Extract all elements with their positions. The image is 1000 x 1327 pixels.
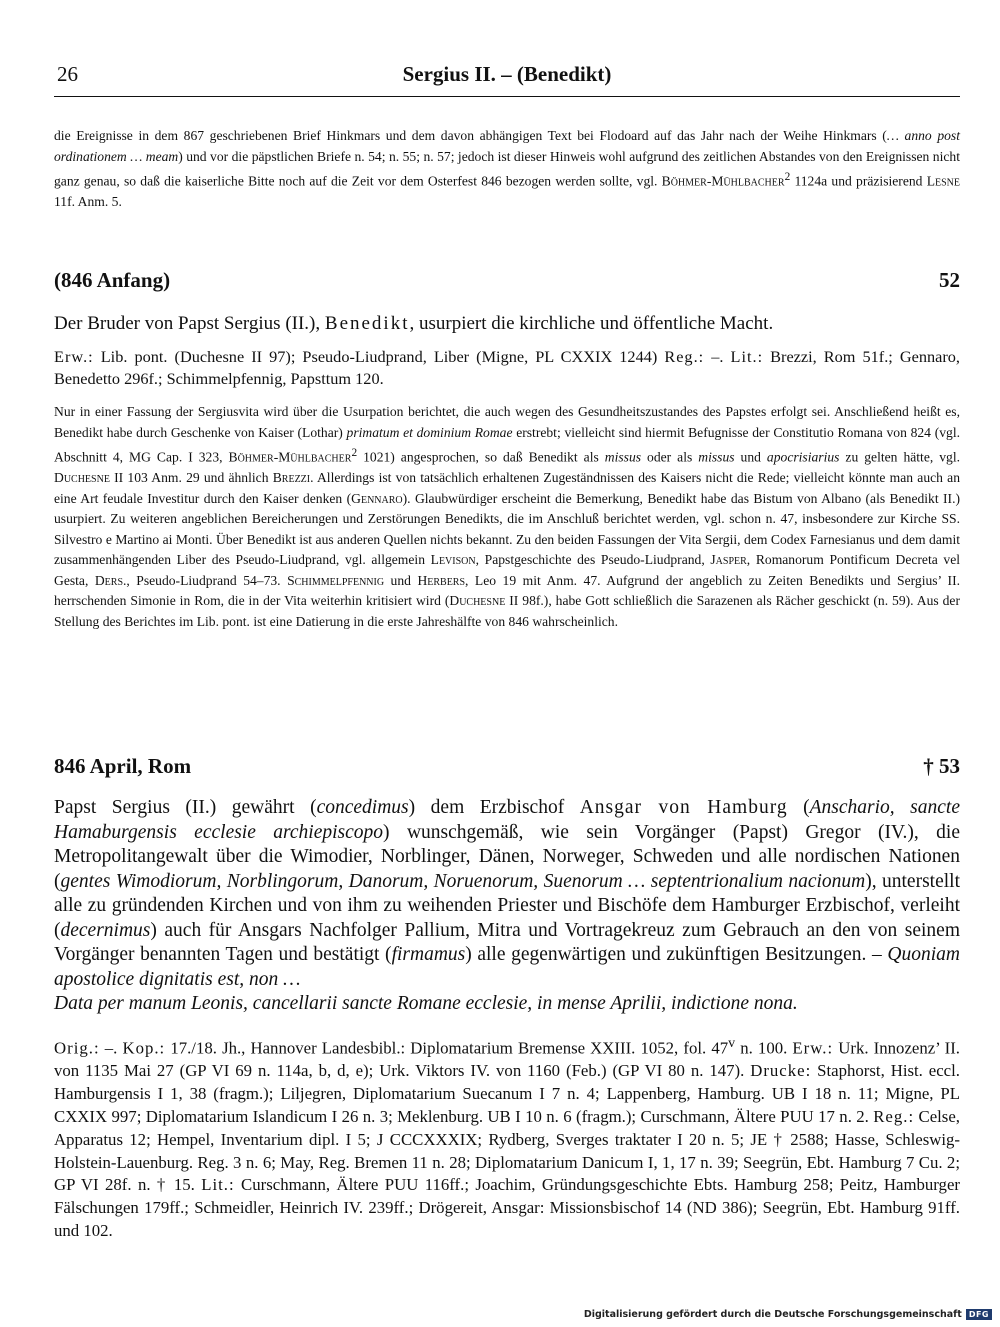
text-run: II 98f.), habe Gott schließlich die Sarazenen als Rächer geschickt (n. 59). Aus der Stellung des Berichtes im Lib. pont. ist eine Datierung in die erste Jahreshälfte von 846 wahrscheinlich. xyxy=(54,593,960,629)
text-run: ) auch für Ansgars Nachfolger Pallium, Mitra und Vortragekreuz zum Gebrauch an den von seinem Vorgänger benannten Tagen und bestätigt ( xyxy=(54,919,960,965)
text-run: ( xyxy=(787,797,810,818)
text-run: v xyxy=(728,1036,736,1051)
text-run: missus xyxy=(698,449,735,465)
text-run: Brezzi xyxy=(272,470,311,486)
text-run: , Romanorum Pontificum Decreta vel Gesta, xyxy=(54,552,961,588)
text-run: II 103 Anm. 29 und ähnlich xyxy=(109,470,273,486)
page-footer xyxy=(584,1309,992,1320)
text-run: Urk. Innozenz’ II. von 1135 Mai 27 (GP VI 69 n. 114a, b, d, e); Urk. Viktors IV. von 1160 (Feb.) (GP VI 80 n. 147). xyxy=(54,1038,961,1081)
page-number: 26 xyxy=(57,62,78,86)
entry-52-summary: Der Bruder von Papst Sergius (II.), Benedikt, usurpiert die kirchliche und öffentliche Macht. xyxy=(54,313,774,334)
entry-53-date: 846 April, Rom xyxy=(54,754,192,778)
person-name-benedikt: Benedikt xyxy=(324,313,410,334)
page-header xyxy=(54,62,960,97)
entry-53-summary-text xyxy=(54,796,960,992)
text-run: 17./18. Jh., Hannover Landesbibl.: Diplomatarium Bremense XXIII. 1052, fol. 47 xyxy=(165,1038,729,1058)
text-run: Quoniam apostolice dignitatis est, non … xyxy=(54,944,960,990)
entry-52-commentary xyxy=(54,402,960,632)
text-run: zu gelten hätte, vgl. xyxy=(839,449,961,465)
entry-53-datum-line: Data per manum Leonis, cancellarii sancte Romane ecclesie, in mense Aprilii, indictione nona. xyxy=(54,993,798,1014)
text-run: firmamus xyxy=(391,944,466,965)
text-run: 2 xyxy=(351,447,358,459)
text-run: ) dem Erzbischof xyxy=(408,797,580,818)
text-run: Duchesne xyxy=(54,470,110,486)
text-run: primatum et dominium Romae xyxy=(346,424,513,440)
entry-52-heading xyxy=(54,268,960,293)
text-run: Celse, Apparatus 12; Hempel, Inventarium dipl. I 5; J CCCXXXIX; Rydberg, Sverges traktater I 20 n. 5; JE † 2588; Hasse, Schleswig-Holstein-Lauenburg. Reg. 3 n. 6; May, Reg. Bremen 11 n. 28; Diplomatarium Danicum I, 1, 17 n. 39; Seegrün, Ebt. Hamburg 7 Cu. 2; GP VI 28f. n. † 15. xyxy=(54,1106,960,1195)
text-run: Ders. xyxy=(94,572,127,588)
dfg-logo: DFG xyxy=(966,1309,992,1320)
text-run: Ansgar von Hamburg xyxy=(579,797,788,818)
text-run: Herbers xyxy=(417,572,466,588)
text-run: decernimus xyxy=(60,919,151,941)
entry-52-commentary-text xyxy=(54,402,960,632)
text-run: , Leo 19 mit Anm. 47. Aufgrund der angeblich zu Zeiten Benedikts und Sergius’ II. herrschenden Simonie in Rom, die in der Vita weiterhin kritisiert wird ( xyxy=(54,572,961,609)
intro-note xyxy=(54,126,960,213)
text-run: Böhmer-Mühlbacher xyxy=(228,449,352,465)
text-run: ). Glaubwürdiger erscheint die Bemerkung, Benedikt habe das Bistum von Albano (als Benedikt II.) usurpiert. Zu weiteren angeblichen Bereicherungen und Zerstörungen Benedikts, die im Anschluß berichtet werden, vgl. schon n. 47, insbesondere zur Kirche SS. Silvestro e Martino ai Monti. Über Benedikt ist aus anderen Quellen nichts bekannt. Zu den beiden Fassungen der Vita Sergii, dem Codex Farnesianus und dem damit zusammenhängenden Liber des Pseudo-Liudprand, vgl. allgemein xyxy=(54,490,960,568)
text-run: Gennaro xyxy=(351,490,403,506)
text-run: ), unterstellt alle zu gründenden Kirchen und von ihm zu weihenden Priester und Bischöfe dem Hamburger Erzbischof, verleiht ( xyxy=(54,870,960,941)
footer-credit: Digitalisierung gefördert durch die Deutsche Forschungsgemeinschaft xyxy=(583,1309,962,1320)
text-run: . Allerdings ist von tatsächlich erhaltenen Zugeständnissen des Kaisers nicht die Rede; vielleicht könnte man auch an eine Art feudale Investitur durch den Kaiser denken ( xyxy=(54,470,960,506)
text-run: 1021) angesprochen, so daß Benedikt als xyxy=(357,449,605,465)
text-run: Curschmann, Ältere PUU 116ff.; Joachim, Gründungsgeschichte Ebts. Hamburg 258; Peitz, Hamburger Fälschungen 179ff.; Schmeidler, Heinrich IV. 239ff.; Drögereit, Ansgar: Missionsbischof 14 (ND 386); Seegrün, Ebt. Hamburg 91ff. und 102. xyxy=(54,1175,960,1240)
text-run: und xyxy=(734,449,767,465)
text-run: apocrisiarius xyxy=(766,449,840,465)
text-run: Papst Sergius (II.) gewährt ( xyxy=(54,797,317,818)
text-run: Kop.: xyxy=(122,1038,166,1058)
entry-53-apparatus xyxy=(54,1033,960,1243)
entry-52-date: (846 Anfang) xyxy=(54,268,171,292)
text-run: missus xyxy=(604,449,642,465)
text-run: Erw.: xyxy=(792,1038,834,1058)
entry-52-number: 52 xyxy=(939,268,960,292)
text-run: Lit.: xyxy=(201,1175,235,1195)
text-run: ) alle gegenwärtigen und zukünftigen Besitzungen. – xyxy=(465,944,888,965)
text-run: Drucke: xyxy=(750,1061,812,1081)
text-run: n. 100. xyxy=(735,1038,793,1058)
text-run: –. xyxy=(99,1038,123,1058)
text-run: , Pseudo-Liudprand 54–73. xyxy=(126,572,288,588)
entry-53-apparatus-text xyxy=(54,1033,960,1243)
text-run: Staphorst, Hist. eccl. Hamburgensis I 1, 38 (fragm.); Liljegren, Diplomatarium Suecanum I 7 n. 4; Lappenberg, Hamburg. UB I 18 n. 11; Migne, PL CXXIX 997; Diplomatarium Islandicum I 26 n. 3; Meklenburg. UB I 10 n. 6 (fragm.); Curschmann, Ältere PUU 17 n. 2. xyxy=(54,1061,960,1126)
text-run: Jasper xyxy=(710,552,747,568)
entry-53-heading xyxy=(54,754,960,779)
text-run: Schimmelpfennig xyxy=(287,572,385,588)
text-run: oder als xyxy=(641,449,699,465)
entry-53-number: † 53 xyxy=(923,754,960,778)
running-title: Sergius II. – (Benedikt) xyxy=(402,62,612,86)
text-run: Levison xyxy=(430,552,476,568)
text-run: Nur in einer Fassung der Sergiusvita wird über die Usurpation berichtet, die auch wegen des Gesundheitszustandes des Papstes erfolgt sei. Anschließend heißt es, Benedikt habe durch Geschenke von Kaiser (Lothar) xyxy=(54,404,960,440)
text-run: concedimus xyxy=(316,797,409,818)
text-run: Duchesne xyxy=(449,593,506,609)
text-run: erstrebt; vielleicht sind hiermit Befugnisse der Constitutio Romana von 824 (vgl. Abschnitt 4, MG Cap. I 323, xyxy=(54,424,960,465)
text-run: gentes Wimodiorum, Norblingorum, Danorum, Noruenorum, Suenorum … septentrionalium nacionum xyxy=(60,870,866,892)
entry-52-sources: Erw.: Lib. pont. (Duchesne II 97); Pseudo-Liudprand, Liber (Migne, PL CXXIX 1244) Reg.: –. Lit.: Brezzi, Rom 51f.; Gennaro, Benedetto 296f.; Schimmelpfennig, Papsttum 120. xyxy=(54,347,960,388)
text-run: und xyxy=(384,572,418,588)
text-run: ) wunschgemäß, wie sein Vorgänger (Papst) Gregor (IV.), die Metropolitangewalt über die Wimodier, Norblinger, Dänen, Norweger, Schweden und alle nordischen Nationen ( xyxy=(54,821,961,892)
text-run: , Papstgeschichte des Pseudo-Liudprand, xyxy=(475,552,711,568)
entry-53-summary xyxy=(54,796,960,1017)
intro-note-paragraph: die Ereignisse in dem 867 geschriebenen Brief Hinkmars und dem davon abhängigen Text bei Flodoard auf das Jahr nach der Weihe Hinkmars (… anno post ordinationem … meam) und vor die päpstlichen Briefe n. 54; n. 55; n. 57; jedoch ist dieser Hinweis wohl aufgrund des zeitlichen Abstandes von den Ereignissen nicht ganz genau, so daß die kaiserliche Bitte noch auf die Zeit vor dem Osterfest 846 bezogen werden sollte, vgl. Böhmer-Mühlbacher$^2$ 1124a und präzisierend Lesne 11f. Anm. 5. xyxy=(54,128,961,210)
text-run: Anschario, sancte Hamaburgensis ecclesie archiepiscopo xyxy=(54,797,960,843)
text-run: Orig.: xyxy=(54,1038,100,1058)
text-run: Reg.: xyxy=(873,1106,915,1126)
